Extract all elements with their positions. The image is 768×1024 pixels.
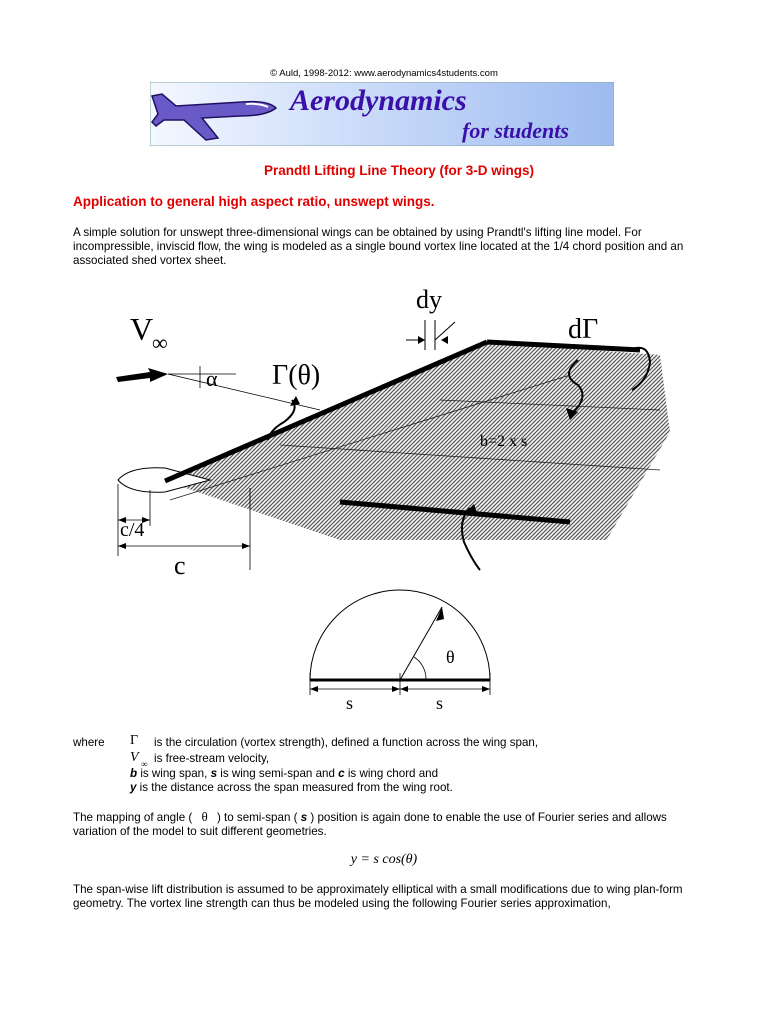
b-text: is wing span, [137, 767, 211, 780]
mapping-text-1: The mapping of angle ( [73, 811, 193, 824]
s-symbol-mapping: s [300, 811, 308, 824]
quarter-chord-label: c/4 [120, 519, 145, 541]
banner-title: Aerodynamics [290, 84, 467, 117]
span-label: b=2 x s [480, 433, 528, 450]
intro-paragraph: A simple solution for unswept three-dimensional wings can be obtained by using Prandtl's lifting line model. For incompressible, inviscid flow, the wing is modeled as a single bound vortex line located at the 1/4 chord position and an associated shed vortex sheet. [73, 226, 684, 268]
theta-label: θ [446, 647, 455, 667]
where-label: where [73, 736, 105, 749]
gamma-symbol: Γ [130, 733, 139, 748]
gamma-theta-label: Γ(θ) [272, 360, 321, 391]
b-s-c-definition [130, 767, 438, 781]
page-title: Prandtl Lifting Line Theory (for 3-D wings) [264, 163, 534, 178]
v-subscript: ∞ [141, 759, 148, 769]
s-text: is wing semi-span and [217, 767, 339, 780]
y-definition [130, 781, 453, 795]
semi-span-left-label: s [346, 693, 354, 713]
v-infinity-sub: ∞ [152, 330, 168, 355]
chord-label: c [174, 551, 186, 580]
dy-label: dy [416, 285, 442, 314]
s-symbol: s [210, 767, 218, 780]
mapping-text-3: ) position is again done to enable the use of Fourier series and allows variation of the model to suit different geometries. [73, 811, 667, 839]
y-text: is the distance across the span measured from the wing root. [136, 781, 453, 794]
mapping-formula: y = s cos(θ) [350, 852, 418, 867]
semicircle-mapping-diagram [290, 585, 510, 715]
theta-symbol: θ [201, 809, 208, 824]
lifting-line-wing-diagram [0, 280, 768, 580]
copyright-notice: © Auld, 1998-2012: www.aerodynamics4students.com [270, 68, 498, 79]
section-heading: Application to general high aspect ratio, unswept wings. [73, 194, 435, 209]
alpha-label: α [206, 366, 218, 391]
semi-span-right-label: s [436, 693, 444, 713]
v-symbol: V [130, 750, 139, 765]
mapping-paragraph [73, 810, 713, 839]
b-symbol: b [130, 767, 138, 780]
mapping-text-2: ) to semi-span ( [216, 811, 298, 824]
v-definition: is free-stream velocity, [154, 752, 270, 765]
gamma-definition: is the circulation (vortex strength), defined a function across the wing span, [154, 736, 539, 749]
site-banner[interactable] [150, 82, 614, 146]
c-symbol: c [338, 767, 345, 780]
closing-paragraph: The span-wise lift distribution is assumed to be approximately elliptical with a small modifications due to wing plan-form geometry. The vortex line strength can thus be modeled using the following Fourier series approximation, [73, 883, 683, 911]
c-text: is wing chord and [344, 767, 439, 780]
y-symbol: y [130, 781, 137, 794]
d-gamma-label: dΓ [568, 314, 599, 345]
freestream-arrow [116, 368, 168, 382]
v-infinity-label: V [130, 311, 154, 347]
banner-subtitle: for students [462, 118, 569, 143]
